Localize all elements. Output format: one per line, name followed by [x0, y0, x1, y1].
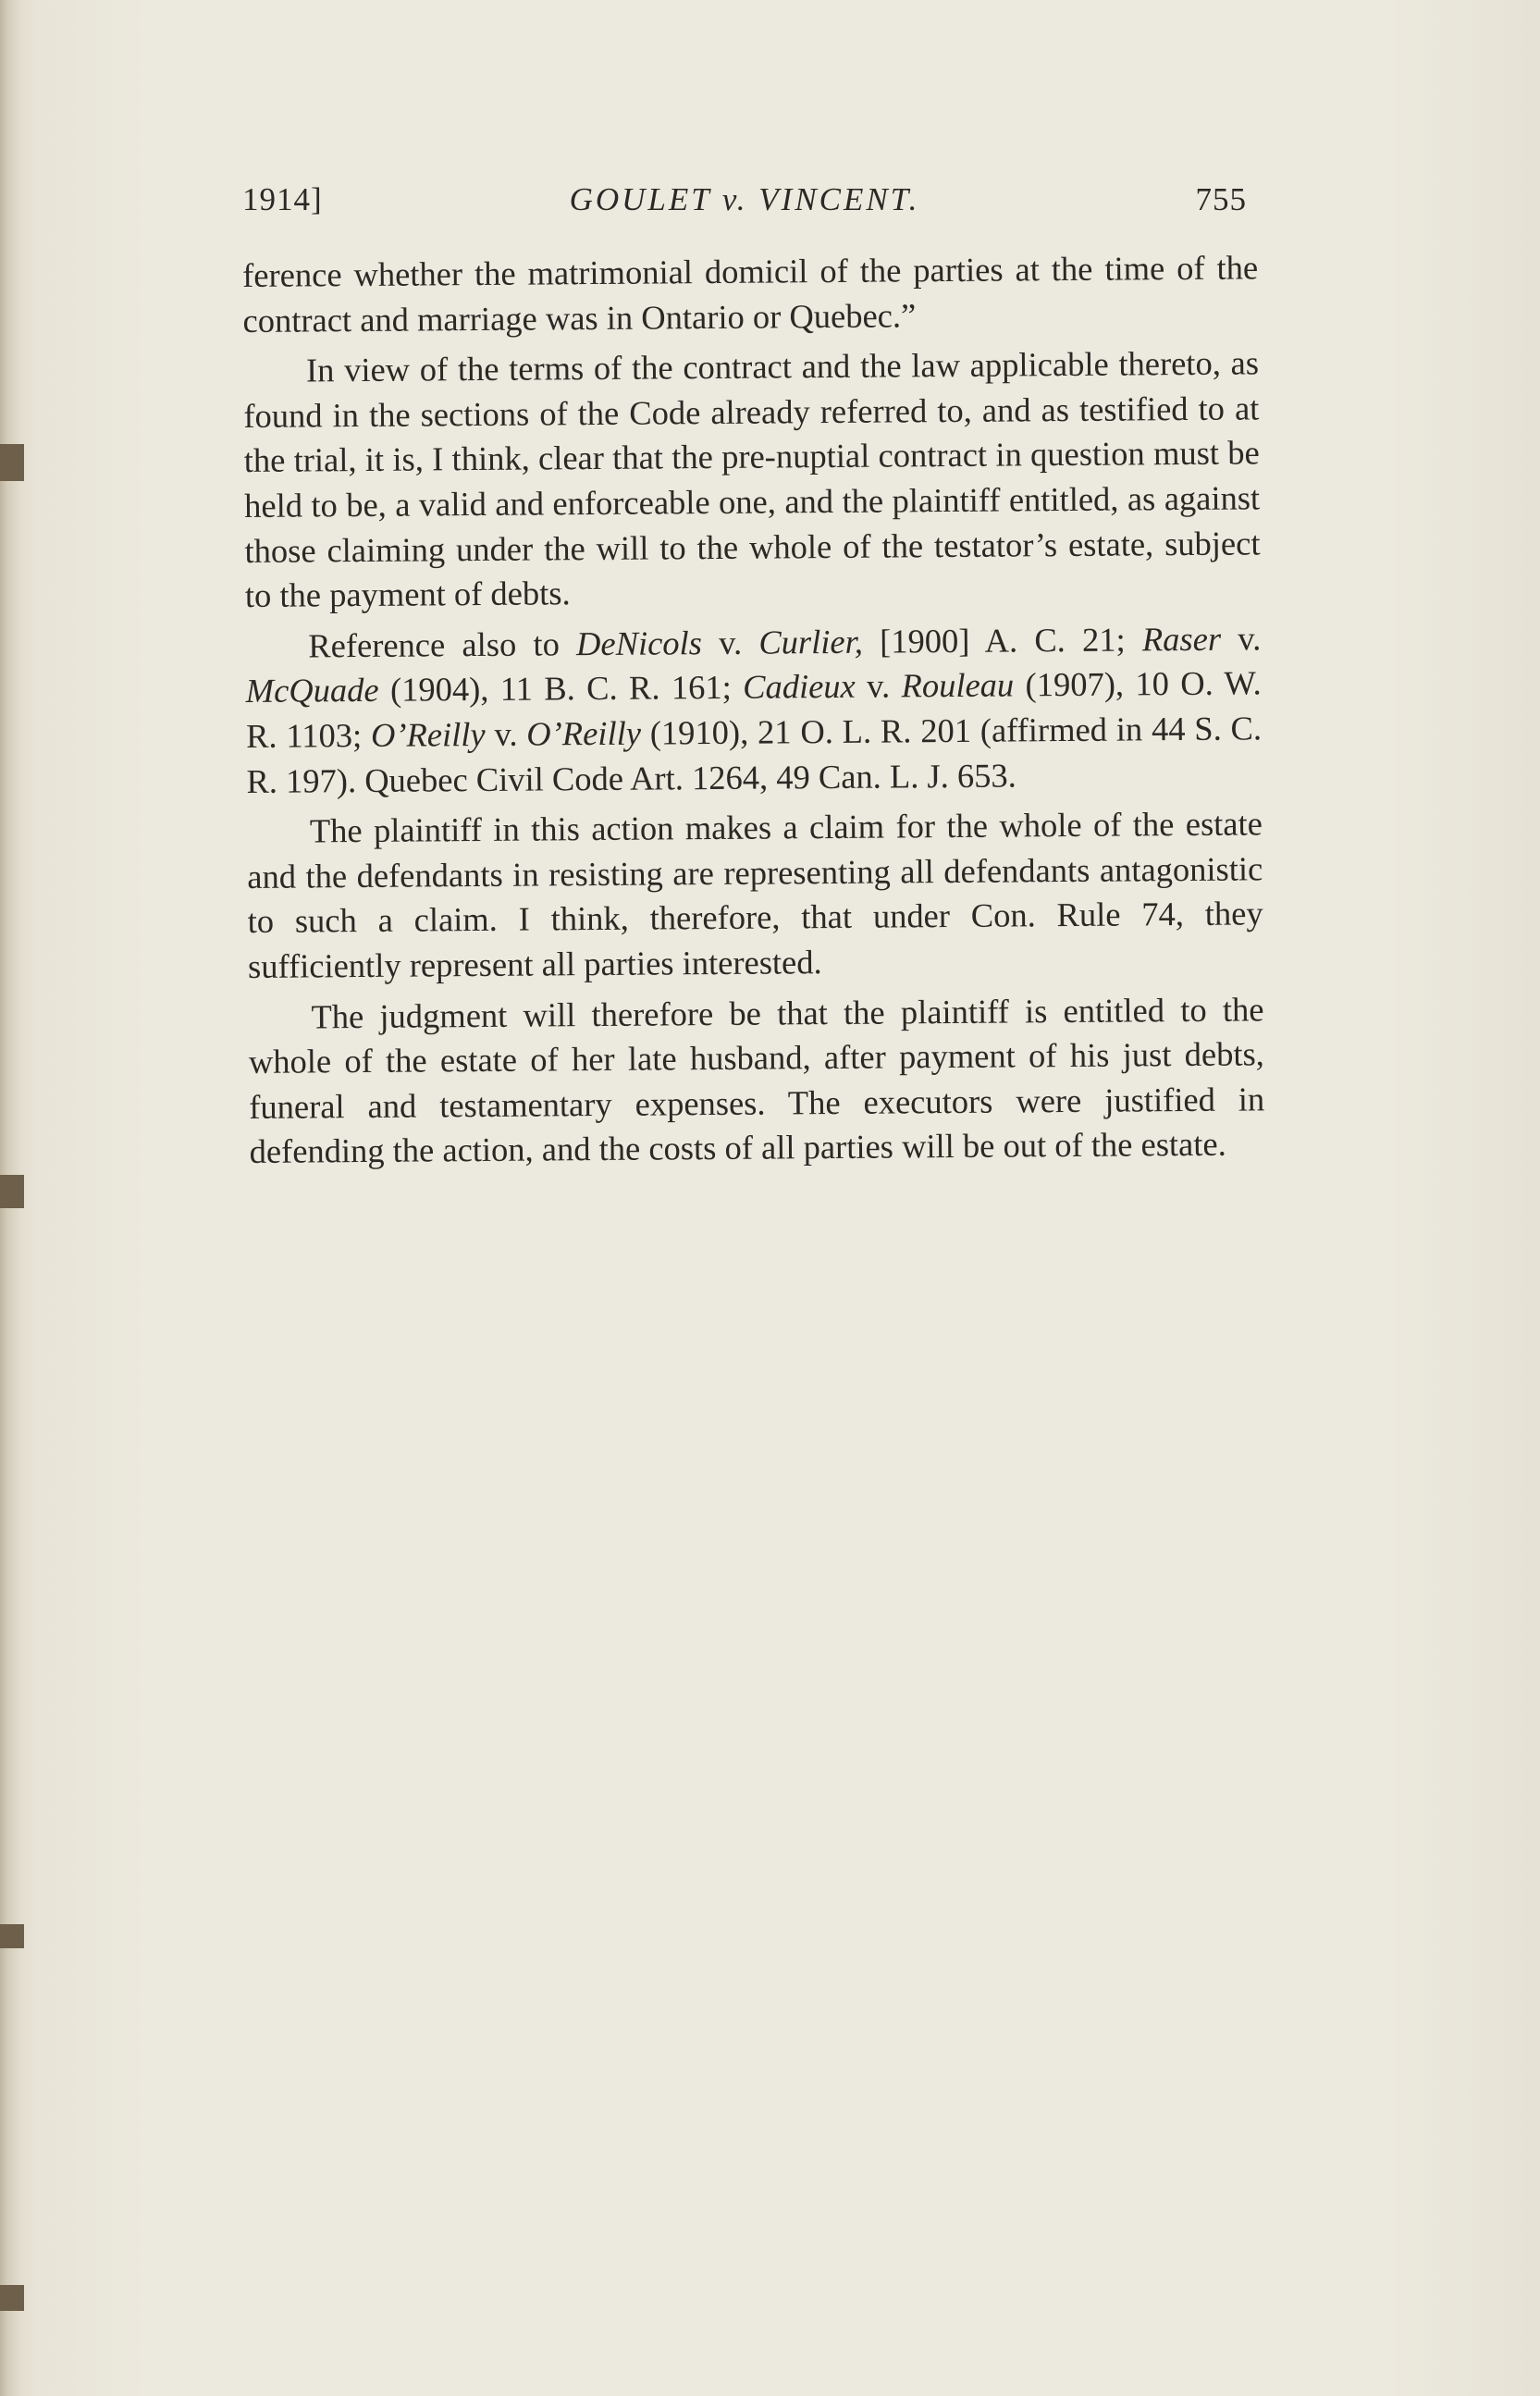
case-name: DeNicols	[575, 623, 703, 662]
body-text	[242, 245, 1265, 1179]
citation: (1910), 21 O. L. R. 201 (affirmed in 44 S. C. R. 197). Quebec Civil Code Art. 1264, 49 Can. L. J. 653.	[246, 709, 1263, 800]
case-name: Cadieux	[742, 667, 856, 707]
case-name: O’Reilly	[526, 713, 642, 753]
references-lead: Reference also to	[308, 624, 577, 665]
case-name: Raser	[1141, 619, 1222, 659]
page-number: 755	[1195, 181, 1247, 217]
paragraph-parties: The plaintiff in this action makes a claim for the whole of the estate and the defendants in resisting are representing all defendants antagonistic to such a claim. I think, therefore, that under Con. Rule 74, they sufficiently represent all parties interested.	[247, 804, 1263, 985]
paragraph-references	[245, 616, 1262, 804]
running-header	[242, 181, 1247, 228]
running-title: GOULET v. VINCENT.	[569, 181, 920, 217]
binding-mark	[0, 444, 24, 481]
citation: [1900] A. C. 21;	[862, 620, 1143, 661]
case-name: McQuade	[245, 671, 379, 710]
binding-mark	[0, 1924, 24, 1948]
paragraph-continuation: ference whether the matrimonial domicil of the parties at the time of the contract and marriage was in Ontario or Quebec.”	[242, 248, 1259, 340]
case-name: Curlier,	[758, 622, 864, 661]
versus: v.	[1220, 619, 1262, 658]
paragraph-judgment: The judgment will therefore be that the plaintiff is entitled to the whole of the estate of her late husband, after payment of his just debts, funeral and testamentary expenses. The executors were justified in defending the action, and the costs of all parties will be out of the estate.	[248, 989, 1265, 1171]
versus: v.	[485, 714, 527, 753]
case-name: Rouleau	[901, 665, 1015, 705]
binding-mark	[0, 1175, 24, 1208]
case-name: O’Reilly	[370, 714, 486, 754]
binding-mark	[0, 2285, 24, 2311]
header-year: 1914]	[242, 181, 323, 217]
versus: v.	[701, 623, 759, 661]
citation: (1907), 10 O. W. R. 1103;	[245, 663, 1262, 755]
versus: v.	[855, 666, 902, 706]
paragraph-contract-validity: In view of the terms of the contract and the law applicable thereto, as found in the sections of the Code already referred to, and as testified to at the trial, it is, I think, clear that the pre-nuptial contract in question must be held to be, a valid and enforceable one, and the plaintiff entitled, as against those claiming under the will to the whole of the testator’s estate, subject to the payment of debts.	[243, 343, 1261, 615]
citation: (1904), 11 B. C. R. 161;	[378, 668, 744, 710]
